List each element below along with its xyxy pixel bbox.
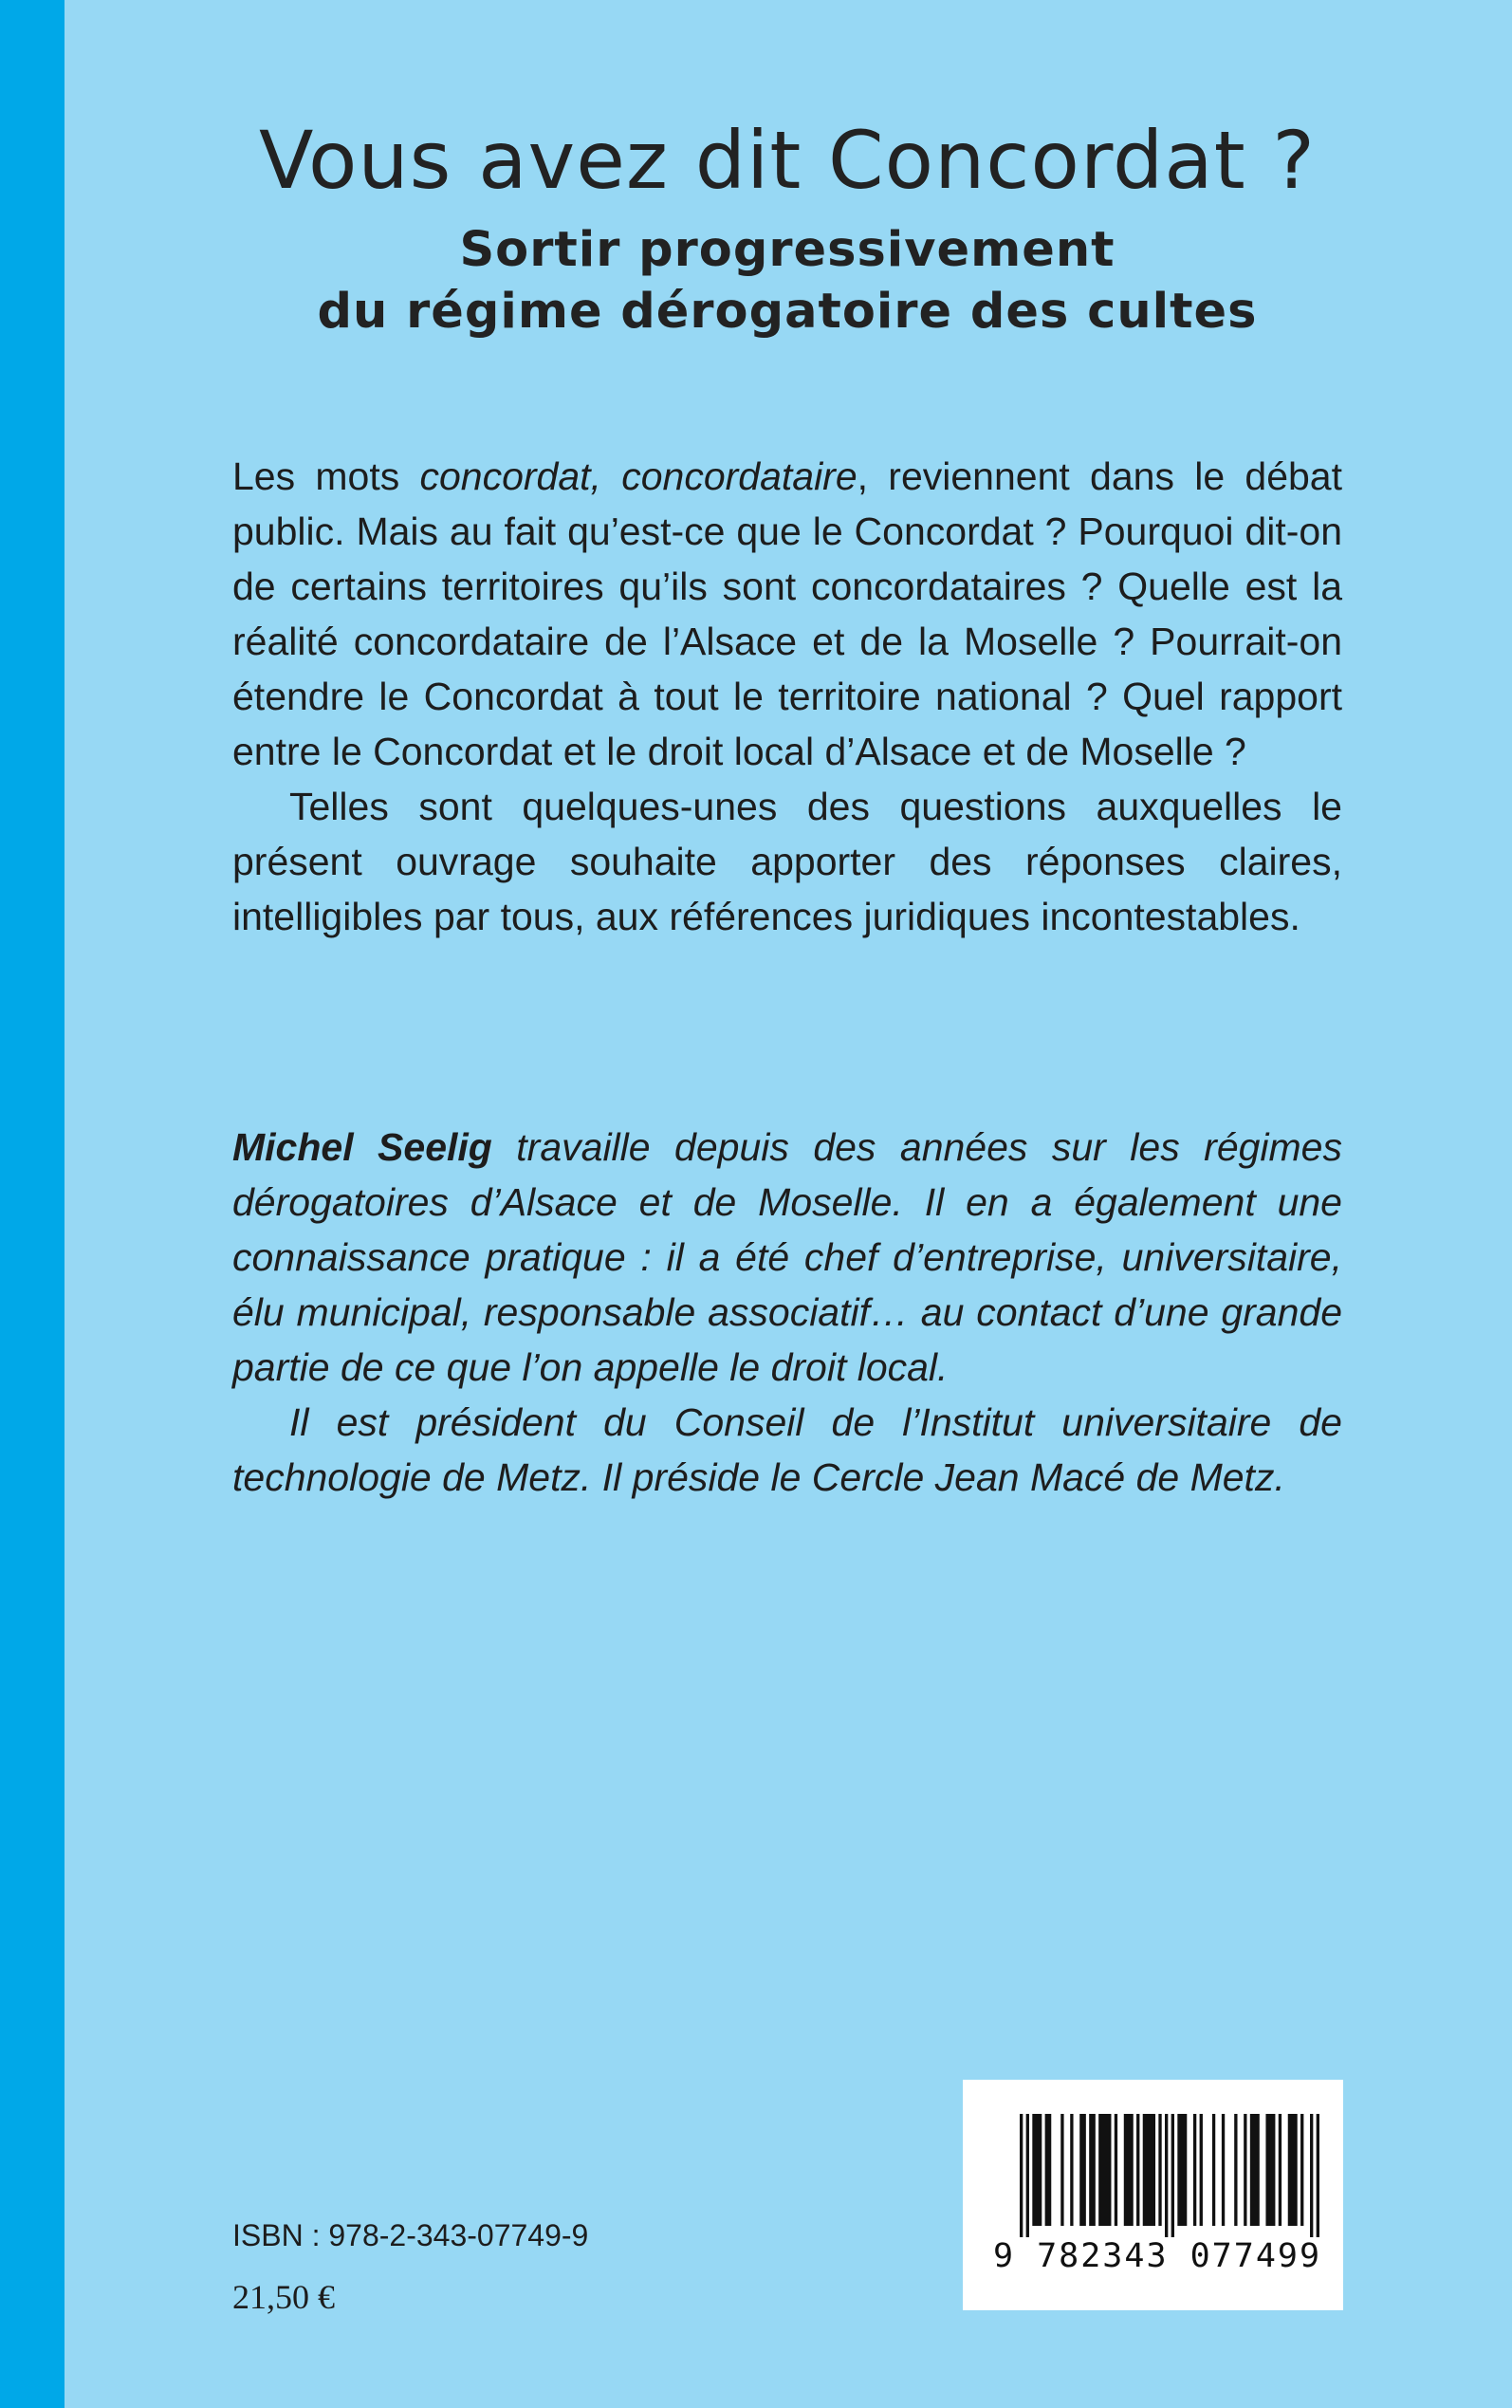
barcode-bar-0 — [1020, 2114, 1023, 2237]
book-subtitle — [161, 220, 1413, 343]
isbn: ISBN : 978-2-343-07749-9 — [232, 2218, 589, 2252]
barcode-bar-27 — [1300, 2114, 1303, 2226]
barcode-bar-15 — [1171, 2114, 1174, 2237]
barcode-bar-1 — [1026, 2114, 1029, 2237]
blurb-paragraph-2: Telles sont quelques-unes des questions auxquelles le présent ouvrage souhaite apporter des réponses claires, intelligibles par tous, aux références juridiques incontestables. — [232, 785, 1342, 938]
blurb-rest: , reviennent dans le débat public. Mais au fait qu’est-ce que le Concordat ? Pourquoi dit-on de certains territoires qu’ils sont concordataires ? Quelle est la réalité concordataire de l’Alsace et de la Moselle ? Pourrait-on étendre le Concordat à tout le territoire national ? Quel rapport entre le Concordat et le droit local d’Alsace et de Moselle ? — [232, 454, 1342, 773]
barcode-bar-17 — [1193, 2114, 1196, 2226]
barcode-bar-3 — [1045, 2114, 1052, 2226]
barcode-bar-20 — [1222, 2114, 1225, 2226]
barcode-digits: 9 782343 077499 — [992, 2237, 1322, 2275]
barcode-bar-10 — [1124, 2114, 1134, 2226]
barcode-bar-14 — [1165, 2114, 1168, 2237]
barcode-bar-11 — [1136, 2114, 1139, 2226]
subtitle-line-2: du régime dérogatoire des cultes — [317, 283, 1258, 340]
barcode-bar-23 — [1250, 2114, 1260, 2226]
blurb — [232, 449, 1342, 944]
barcode-bars — [1020, 2114, 1319, 2237]
barcode-bar-16 — [1177, 2114, 1187, 2226]
bio-paragraph-2: Il est président du Conseil de l’Institut universitaire de technologie de Metz. Il préside le Cercle Jean Macé de Metz. — [232, 1400, 1342, 1499]
barcode-bar-5 — [1070, 2114, 1073, 2226]
blurb-paragraph-1 — [232, 449, 1342, 779]
barcode-bar-2 — [1032, 2114, 1042, 2226]
book-title: Vous avez dit Concordat ? — [259, 114, 1316, 207]
barcode — [963, 2080, 1343, 2310]
barcode-bar-13 — [1158, 2114, 1161, 2226]
barcode-bar-18 — [1200, 2114, 1203, 2226]
barcode-bar-4 — [1060, 2114, 1063, 2226]
barcode-bar-24 — [1265, 2114, 1275, 2226]
barcode-bar-26 — [1288, 2114, 1298, 2226]
price: 21,50 € — [232, 2278, 335, 2316]
barcode-bar-19 — [1212, 2114, 1215, 2226]
barcode-bar-22 — [1244, 2114, 1246, 2226]
bio-paragraph-1 — [232, 1120, 1342, 1395]
barcode-bar-21 — [1234, 2114, 1237, 2226]
barcode-bar-7 — [1089, 2114, 1096, 2226]
author-bio — [232, 1120, 1342, 1505]
subtitle-line-1: Sortir progressivement — [459, 222, 1116, 278]
barcode-bar-28 — [1310, 2114, 1313, 2237]
spine-stripe — [0, 0, 65, 2408]
blurb-italic-words: concordat, concordataire — [419, 454, 857, 498]
barcode-bar-8 — [1098, 2114, 1111, 2226]
blurb-lead: Les mots — [232, 454, 420, 498]
barcode-bar-29 — [1317, 2114, 1319, 2237]
barcode-bar-9 — [1115, 2114, 1117, 2226]
author-name: Michel Seelig — [232, 1125, 492, 1169]
barcode-bar-6 — [1079, 2114, 1086, 2226]
bio-rest: travaille depuis des années sur les régimes dérogatoires d’Alsace et de Moselle. Il en a également une connaissance pratique : il a été chef d’entreprise, universitaire, élu municipal, responsable associatif… au contact d’une grande partie de ce que l’on appelle le droit local. — [232, 1125, 1342, 1389]
barcode-bar-12 — [1143, 2114, 1155, 2226]
barcode-bar-25 — [1279, 2114, 1282, 2226]
